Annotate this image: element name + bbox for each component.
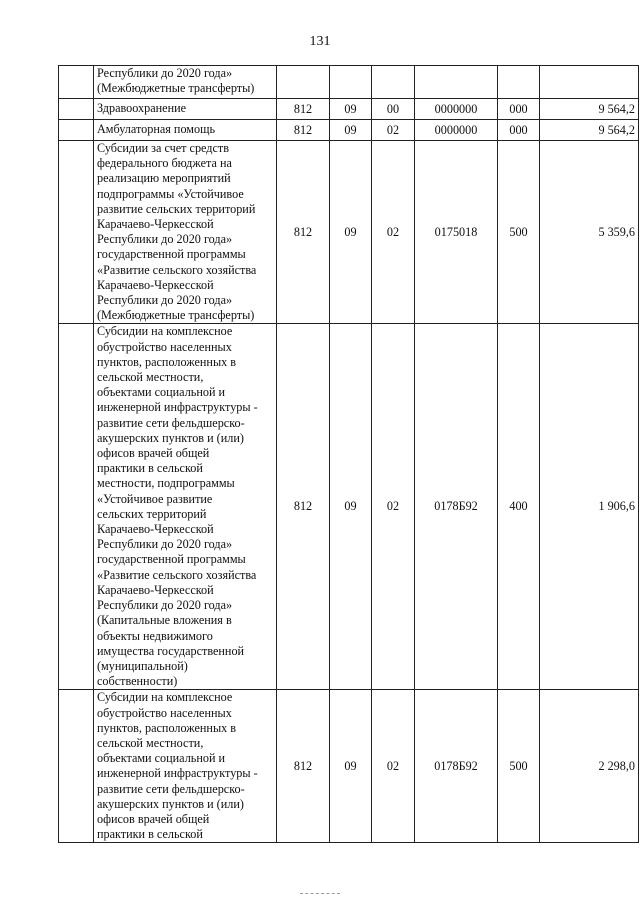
row-number-cell xyxy=(59,141,94,324)
description-cell: Амбулаторная помощь xyxy=(94,120,277,141)
row-number-cell xyxy=(59,324,94,690)
row-number-cell xyxy=(59,99,94,120)
ministry-cell xyxy=(277,66,330,99)
expense-type-cell: 400 xyxy=(498,324,540,690)
expense-type-cell: 500 xyxy=(498,690,540,843)
amount-cell: 2 298,0 xyxy=(540,690,639,843)
budget-table xyxy=(58,65,639,843)
subsection-cell: 02 xyxy=(372,141,415,324)
table-row xyxy=(59,66,639,99)
target-article-cell: 0175018 xyxy=(415,141,498,324)
amount-cell xyxy=(540,66,639,99)
subsection-cell xyxy=(372,66,415,99)
row-number-cell xyxy=(59,690,94,843)
description-cell: Республики до 2020 года» (Межбюджетные трансферты) xyxy=(94,66,277,99)
expense-type-cell: 000 xyxy=(498,120,540,141)
page-bottom-mark xyxy=(300,893,340,894)
amount-cell: 5 359,6 xyxy=(540,141,639,324)
amount-cell: 9 564,2 xyxy=(540,99,639,120)
target-article-cell xyxy=(415,66,498,99)
section-cell: 09 xyxy=(330,141,372,324)
subsection-cell: 00 xyxy=(372,99,415,120)
amount-cell: 1 906,6 xyxy=(540,324,639,690)
subsection-cell: 02 xyxy=(372,324,415,690)
expense-type-cell: 000 xyxy=(498,99,540,120)
description-cell: Субсидии за счет средств федерального бюджета на реализацию мероприятий подпрограммы «Устойчивое развитие сельских территорий Карачаево-Черкесской Республики до 2020 года» государственной программы «Развитие сельского хозяйства Карачаево-Черкесской Республики до 2020 года» (Межбюджетные трансферты) xyxy=(94,141,277,324)
table-row xyxy=(59,141,639,324)
expense-type-cell xyxy=(498,66,540,99)
ministry-cell: 812 xyxy=(277,99,330,120)
subsection-cell: 02 xyxy=(372,120,415,141)
row-number-cell xyxy=(59,120,94,141)
table-row xyxy=(59,99,639,120)
target-article-cell: 0178Б92 xyxy=(415,324,498,690)
page-number: 131 xyxy=(309,34,331,49)
target-article-cell: 0000000 xyxy=(415,99,498,120)
table-row xyxy=(59,324,639,690)
amount-cell: 9 564,2 xyxy=(540,120,639,141)
row-number-cell xyxy=(59,66,94,99)
section-cell: 09 xyxy=(330,324,372,690)
target-article-cell: 0178Б92 xyxy=(415,690,498,843)
table-row xyxy=(59,120,639,141)
ministry-cell: 812 xyxy=(277,324,330,690)
table-row xyxy=(59,690,639,843)
description-cell: Субсидии на комплексное обустройство населенных пунктов, расположенных в сельской местности, объектами социальной и инженерной инфраструктуры - развитие сети фельдшерско- акушерских пунктов и (или) офисов врачей общей практики в сельской xyxy=(94,690,277,843)
section-cell: 09 xyxy=(330,99,372,120)
ministry-cell: 812 xyxy=(277,120,330,141)
subsection-cell: 02 xyxy=(372,690,415,843)
description-cell: Здравоохранение xyxy=(94,99,277,120)
ministry-cell: 812 xyxy=(277,690,330,843)
ministry-cell: 812 xyxy=(277,141,330,324)
section-cell xyxy=(330,66,372,99)
description-cell: Субсидии на комплексное обустройство населенных пунктов, расположенных в сельской местности, объектами социальной и инженерной инфраструктуры - развитие сети фельдшерско- акушерских пунктов и (или) офисов врачей общей практики в сельской местности, подпрограммы «Устойчивое развитие сельских территорий Карачаево-Черкесской Республики до 2020 года» государственной программы «Развитие сельского хозяйства Карачаево-Черкесской Республики до 2020 года» (Капитальные вложения в объекты недвижимого имущества государственной (муниципальной) собственности) xyxy=(94,324,277,690)
section-cell: 09 xyxy=(330,120,372,141)
section-cell: 09 xyxy=(330,690,372,843)
expense-type-cell: 500 xyxy=(498,141,540,324)
target-article-cell: 0000000 xyxy=(415,120,498,141)
